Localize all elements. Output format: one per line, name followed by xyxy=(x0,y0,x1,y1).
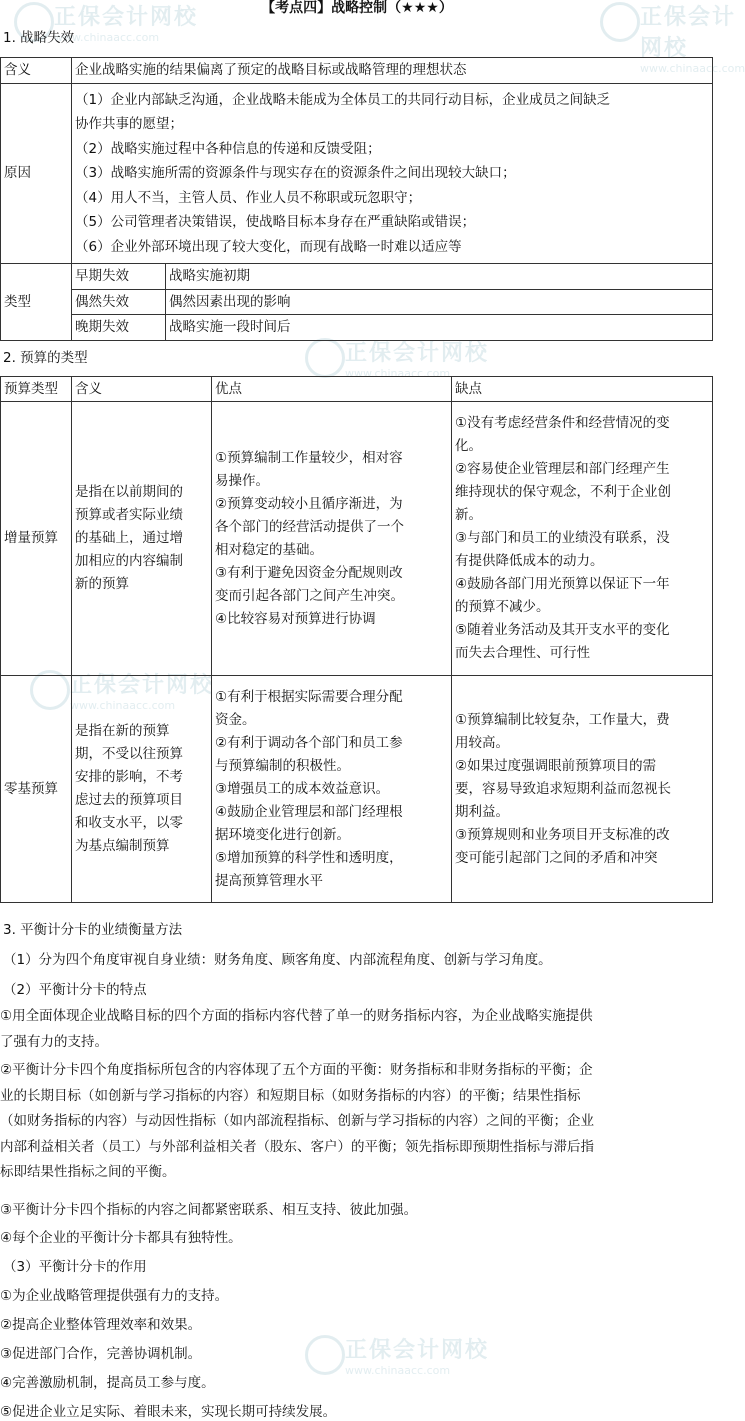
text-line: 新。 xyxy=(455,507,482,523)
type-name: 晚期失效 xyxy=(72,315,166,341)
text-line: 提高预算管理水平 xyxy=(215,872,323,889)
watermark-logo xyxy=(305,1335,345,1375)
text-line: 为基点编制预算 xyxy=(75,838,170,854)
text-line: 期利益。 xyxy=(455,803,509,820)
text-line: 变可能引起部门之间的矛盾和冲突 xyxy=(455,849,658,866)
budget-pros xyxy=(212,676,452,903)
text-line: ②预算变动较小且循序渐进，为 xyxy=(215,495,403,512)
reason-item: 协作共事的愿望； xyxy=(75,116,183,132)
header-cell: 优点 xyxy=(212,377,452,402)
strategy-failure-table xyxy=(0,57,713,341)
section-3-heading: 3. 平衡计分卡的业绩衡量方法 xyxy=(3,922,183,938)
budget-cons xyxy=(452,402,713,676)
reason-item: （4）用人不当，主管人员、作业人员不称职或玩忽职守； xyxy=(75,189,422,206)
effect-3: ③促进部门合作，完善协调机制。 xyxy=(0,1346,202,1362)
effect-5: ⑤促进企业立足实际、着眼未来，实现长期可持续发展。 xyxy=(0,1404,337,1420)
reason-item: （3）战略实施所需的资源条件与现实存在的资源条件之间出现较大缺口； xyxy=(75,165,516,181)
text-line: 内部利益相关者（员工）与外部利益相关者（股东、客户）的平衡；领先指标即预期性指标与滞后指 xyxy=(0,1138,594,1155)
text-line: 了强有力的支持。 xyxy=(0,1033,108,1050)
paragraph: （1）分为四个角度审视自身业绩：财务角度、顾客角度、内部流程角度、创新与学习角度。 xyxy=(3,952,552,968)
budget-cons xyxy=(452,676,713,903)
budget-type-table xyxy=(0,376,713,903)
text-line: 用较高。 xyxy=(455,734,509,751)
effect-1: ①为企业战略管理提供强有力的支持。 xyxy=(0,1288,229,1304)
table-row xyxy=(1,402,713,676)
watermark: 正保会计网校 www.chinaacc.com xyxy=(54,5,199,44)
text-line: ③预算规则和业务项目开支标准的改 xyxy=(455,826,670,843)
text-line: ⑤随着业务活动及其开支水平的变化 xyxy=(455,622,670,638)
text-line: 安排的影响，不考 xyxy=(75,769,183,785)
feature-1 xyxy=(0,1004,714,1055)
reason-list xyxy=(72,83,713,264)
text-line: 维持现状的保守观念，不利于企业创 xyxy=(455,484,671,500)
type-desc: 战略实施初期 xyxy=(166,264,713,290)
text-line: ①用全面体现企业战略目标的四个方面的指标内容代替了单一的财务指标内容，为企业战略实施提供 xyxy=(0,1008,593,1024)
text-line: 预算或者实际业绩 xyxy=(75,507,183,523)
text-line: 是指在新的预算 xyxy=(75,723,170,739)
budget-type: 零基预算 xyxy=(1,676,72,903)
table-row xyxy=(1,676,713,903)
page-title: 【考点四】战略控制（★★★） xyxy=(261,0,453,16)
table-row xyxy=(1,83,713,264)
text-line: 业的长期目标（如创新与学习指标的内容）和短期目标（如财务指标的内容）的平衡；结果性指标 xyxy=(0,1087,581,1104)
text-line: 的预算不减少。 xyxy=(455,599,550,615)
table-row xyxy=(1,264,713,290)
feature-2 xyxy=(0,1058,714,1186)
text-line: 是指在以前期间的 xyxy=(75,484,183,500)
text-line: ①有利于根据实际需要合理分配 xyxy=(215,688,403,705)
budget-meaning xyxy=(72,402,212,676)
text-line: 变而引起各部门之间产生冲突。 xyxy=(215,587,404,604)
watermark: 正保会计网校 www.chinaacc.com xyxy=(640,5,745,75)
subheading: （2）平衡计分卡的特点 xyxy=(3,982,147,998)
text-line: 相对稳定的基础。 xyxy=(215,541,323,558)
table-row xyxy=(1,289,713,315)
header-cell: 含义 xyxy=(72,377,212,402)
text-line: 期，不受以往预算 xyxy=(75,746,183,762)
meaning-label: 含义 xyxy=(1,58,72,84)
watermark: 正保会计网校 www.chinaacc.com xyxy=(70,673,215,712)
watermark-logo xyxy=(305,338,345,378)
effect-2: ②提高企业整体管理效率和效果。 xyxy=(0,1317,202,1333)
meaning-text: 企业战略实施的结果偏离了预定的战略目标或战略管理的理想状态 xyxy=(72,58,713,84)
feature-3: ③平衡计分卡四个指标的内容之间都紧密联系、相互支持、彼此加强。 xyxy=(0,1202,418,1218)
budget-type: 增量预算 xyxy=(1,402,72,676)
header-cell: 预算类型 xyxy=(1,377,72,402)
text-line: ①预算编制比较复杂，工作量大，费 xyxy=(455,711,670,728)
text-line: ①没有考虑经营条件和经营情况的变 xyxy=(455,415,670,431)
text-line: ④鼓励各部门用光预算以保证下一年 xyxy=(455,576,670,592)
section-2-heading: 2. 预算的类型 xyxy=(3,350,88,366)
table-row xyxy=(1,315,713,341)
text-line: 加相应的内容编制 xyxy=(75,553,183,569)
text-line: ③有利于避免因资金分配规则改 xyxy=(215,564,403,581)
watermark: 正保会计网校 www.chinaacc.com xyxy=(345,341,490,380)
section-1-heading: 1. 战略失效 xyxy=(3,30,75,46)
reason-item: （2）战略实施过程中各种信息的传递和反馈受阻； xyxy=(75,140,381,157)
text-line: ⑤增加预算的科学性和透明度， xyxy=(215,849,403,866)
reason-item: （6）企业外部环境出现了较大变化，而现有战略一时难以适应等 xyxy=(75,238,462,255)
text-line: ②有利于调动各个部门和员工参 xyxy=(215,734,403,751)
table-header-row xyxy=(1,377,713,402)
text-line: 各个部门的经营活动提供了一个 xyxy=(215,518,404,535)
text-line: 和收支水平，以零 xyxy=(75,815,183,831)
text-line: ④比较容易对预算进行协调 xyxy=(215,610,376,627)
reason-item: （5）公司管理者决策错误，使战略目标本身存在严重缺陷或错误； xyxy=(75,214,476,230)
text-line: 而失去合理性、可行性 xyxy=(455,645,590,661)
text-line: ③与部门和员工的业绩没有联系，没 xyxy=(455,530,670,546)
reason-label: 原因 xyxy=(1,83,72,264)
text-line: ①预算编制工作量较少，相对容 xyxy=(215,449,403,466)
watermark: 正保会计网校 www.chinaacc.com xyxy=(345,1338,490,1377)
text-line: 标即结果性指标之间的平衡。 xyxy=(0,1164,176,1180)
type-label: 类型 xyxy=(1,264,72,341)
text-line: 新的预算 xyxy=(75,576,129,592)
type-name: 早期失效 xyxy=(72,264,166,290)
text-line: ②如果过度强调眼前预算项目的需 xyxy=(455,757,657,774)
text-line: 化。 xyxy=(455,438,482,454)
subheading: （3）平衡计分卡的作用 xyxy=(3,1259,147,1275)
text-line: ③增强员工的成本效益意识。 xyxy=(215,780,390,797)
text-line: 与预算编制的积极性。 xyxy=(215,757,350,774)
text-line: 虑过去的预算项目 xyxy=(75,792,183,808)
text-line: 据环境变化进行创新。 xyxy=(215,826,350,843)
text-line: 易操作。 xyxy=(215,472,269,489)
text-line: 要，容易导致追求短期利益而忽视长 xyxy=(455,780,671,797)
text-line: 有提供降低成本的动力。 xyxy=(455,553,604,569)
header-cell: 缺点 xyxy=(452,377,713,402)
effect-4: ④完善激励机制，提高员工参与度。 xyxy=(0,1375,215,1391)
text-line: 资金。 xyxy=(215,711,256,728)
budget-meaning xyxy=(72,676,212,903)
type-desc: 战略实施一段时间后 xyxy=(166,315,713,341)
text-line: ②平衡计分卡四个角度指标所包含的内容体现了五个方面的平衡：财务指标和非财务指标的平衡；企 xyxy=(0,1062,593,1078)
type-desc: 偶然因素出现的影响 xyxy=(166,289,713,315)
text-line: ④鼓励企业管理层和部门经理根 xyxy=(215,803,403,820)
table-row xyxy=(1,58,713,84)
feature-4: ④每个企业的平衡计分卡都具有独特性。 xyxy=(0,1230,242,1246)
text-line: （如财务指标的内容）与动因性指标（如内部流程指标、创新与学习指标的内容）之间的平衡；企业 xyxy=(0,1113,594,1129)
budget-pros xyxy=(212,402,452,676)
text-line: ②容易使企业管理层和部门经理产生 xyxy=(455,461,670,477)
type-name: 偶然失效 xyxy=(72,289,166,315)
text-line: 的基础上，通过增 xyxy=(75,530,183,546)
reason-item: （1）企业内部缺乏沟通，企业战略未能成为全体员工的共同行动目标，企业成员之间缺乏 xyxy=(75,91,611,108)
